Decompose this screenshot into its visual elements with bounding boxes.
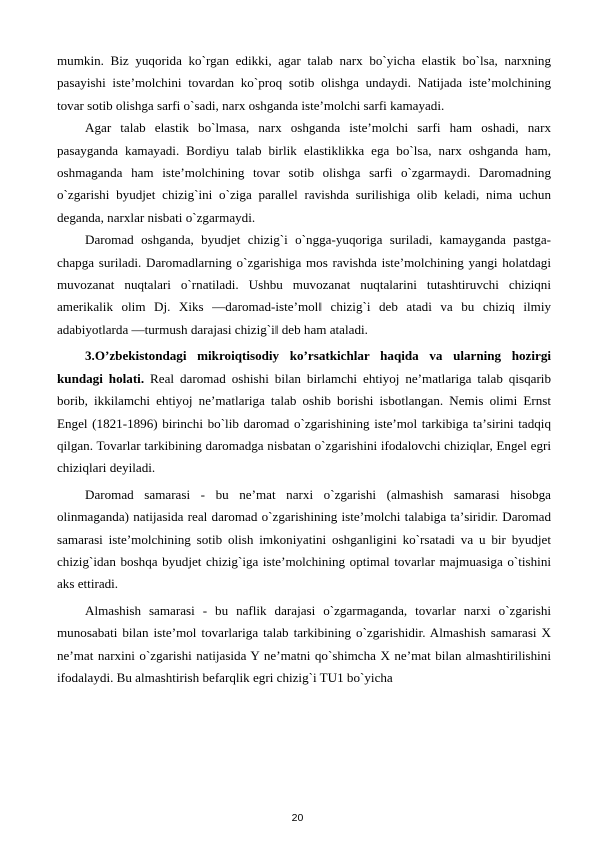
paragraph-4 xyxy=(57,345,551,479)
paragraph-3: Daromad oshganda, byudjet chizig`i o`ngga-yuqoriga suriladi, kamayganda pastga-chapga suriladi. Daromadlarning o`zgarishiga mos ravishda isteʼmolchining yangi holatdagi muvozanat nuqtalari o`rnatiladi. Ushbu muvozanat nuqtalarini tutashtiruvchi chiziqni amerikalik olim Dj. Xiks ―daromad-isteʼmol‖ chizig`i deb atadi va bu chiziq ilmiy adabiyotlarda ―turmush darajasi chizig`i‖ deb ham ataladi. xyxy=(57,232,551,337)
paragraph-5: Daromad samarasi - bu neʼmat narxi o`zgarishi (almashish samarasi hisobga olinmaganda) natijasida real daromad o`zgarishining isteʼmolchi talabiga taʼsiridir. Daromad samarasi isteʼmolchining sotib olish imkoniyatini oshganligini ko`rsatadi va u bir byudjet chizig`idan boshqa byudjet chizig`iga isteʼmolchining optimal tovarlar majmuasiga o`tishini aks ettiradi. xyxy=(57,486,551,592)
paragraph-2: Agar talab elastik bo`lmasa, narx oshganda isteʼmolchi sarfi ham oshadi, narx pasayganda kamayadi. Bordiyu talab birlik elastiklikka ega bo`lsa, narx oshganda ham, oshmaganda ham isteʼmolchining tovar sotib olishga sarfi o`zgarmaydi. Daromadning o`zgarishi byudjet chizig`ini o`ziga parallel ravishda surilishiga olib keladi, nima uchun deganda, narxlar nisbati o`zgarmaydi. xyxy=(57,120,551,225)
section-heading: 3.O’zbekistondagi mikroiqtisodiy ko’rsatkichlar haqida va ularning hozirgi kundagi holati. xyxy=(57,348,551,386)
document-page xyxy=(57,50,551,689)
paragraph-1: mumkin. Biz yuqorida ko`rgan edikki, agar talab narx bo`yicha elastik bo`lsa, narxning pasayishi isteʼmolchini tovardan ko`proq sotib olishga undaydi. Natijada isteʼmolchining tovar sotib olishga sarfi o`sadi, narx oshganda isteʼmolchi sarfi kamayadi. xyxy=(57,53,551,113)
page-number: 20 xyxy=(291,812,304,824)
paragraph-6: Almashish samarasi - bu naflik darajasi o`zgarmaganda, tovarlar narxi o`zgarishi munosabati bilan isteʼmol tovarlariga talab tarkibining o`zgarishidir. Almashish samarasi X neʼmat narxini o`zgarishi natijasida Y neʼmatni qo`shimcha X neʼmat bilan almashtirilishini ifodalaydi. Bu almashtirish befarqlik egri chizig`i TU1 bo`yicha xyxy=(57,602,551,685)
paragraph-4-text: Real daromad oshishi bilan birlamchi ehtiyoj neʼmatlariga talab qisqarib borib, ikkilamchi ehtiyoj neʼmatlariga talab oshib borishi isbotlangan. Nemis olimi Ernst Engel (1821-1896) birinchi bo`lib daromad o`zgarishining isteʼmol tarkibiga taʼsirini tadqiq qilgan. Tovarlar tarkibining daromadga nisbatan o`zgarishini ifodalovchi chiziqlar, Engel egri chiziqlari deyiladi. xyxy=(57,370,551,476)
